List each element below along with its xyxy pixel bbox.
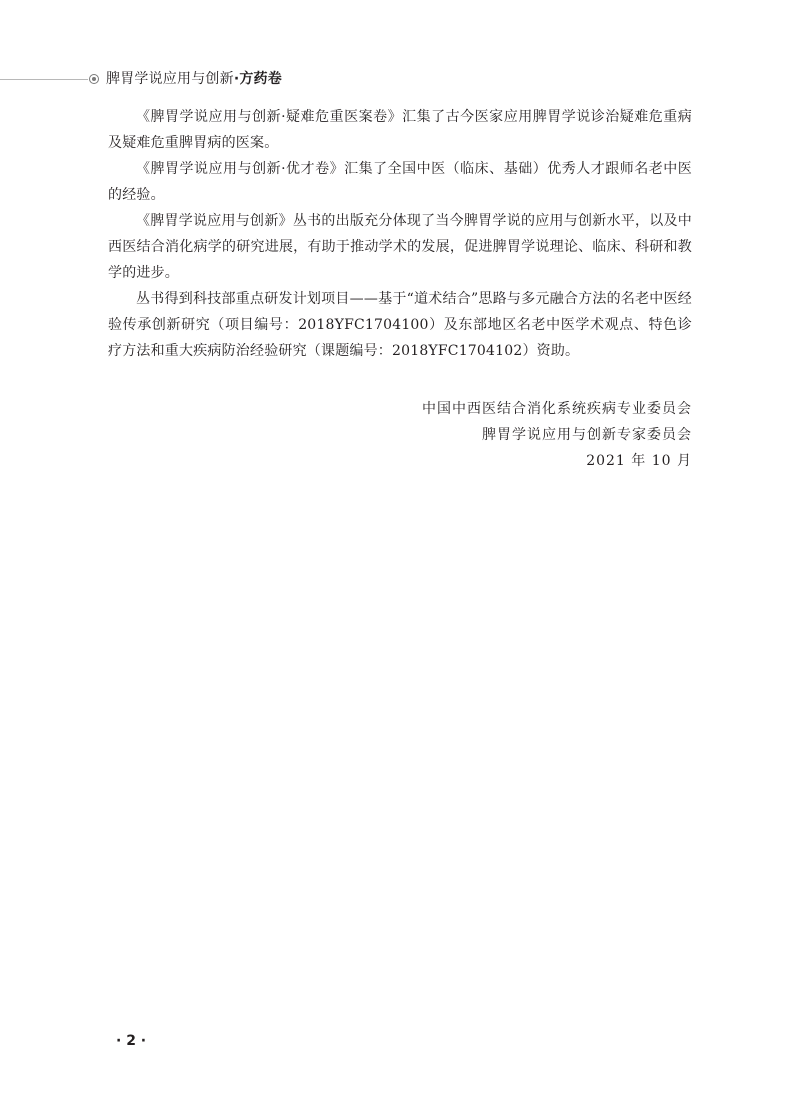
header-separator: ·: [233, 71, 240, 87]
signature-org-2: 脾胃学说应用与创新专家委员会: [482, 427, 692, 443]
header-title: [106, 70, 282, 88]
header-volume: 方药卷: [239, 71, 282, 87]
signature-block: [422, 396, 692, 474]
paragraph-2: 《脾胃学说应用与创新·优才卷》汇集了全国中医（临床、基础）优秀人才跟师名老中医的经验。: [108, 161, 692, 203]
signature-org-1: 中国中西医结合消化系统疾病专业委员会: [422, 401, 692, 417]
header-rule: [0, 79, 88, 80]
paragraph-4: 丛书得到科技部重点研发计划项目——基于“道术结合”思路与多元融合方法的名老中医经验传承创新研究（项目编号：2018YFC1704100）及东部地区名老中医学术观点、特色诊疗方法和重大疾病防治经验研究（课题编号：2018YFC1704102）资助。: [108, 291, 692, 359]
page-number: · 2 ·: [116, 1033, 147, 1049]
header-bullet-icon: [89, 74, 99, 84]
header-series-title: 脾胃学说应用与创新: [106, 71, 234, 87]
running-header: [0, 70, 320, 90]
paragraph-3: 《脾胃学说应用与创新》丛书的出版充分体现了当今脾胃学说的应用与创新水平，以及中西医结合消化病学的研究进展，有助于推动学术的发展，促进脾胃学说理论、临床、科研和教学的进步。: [108, 213, 692, 281]
signature-date: 2021 年 10 月: [586, 453, 692, 469]
paragraph-1: 《脾胃学说应用与创新·疑难危重医案卷》汇集了古今医家应用脾胃学说诊治疑难危重病及疑难危重脾胃病的医案。: [108, 109, 692, 151]
body-text: [108, 104, 692, 364]
